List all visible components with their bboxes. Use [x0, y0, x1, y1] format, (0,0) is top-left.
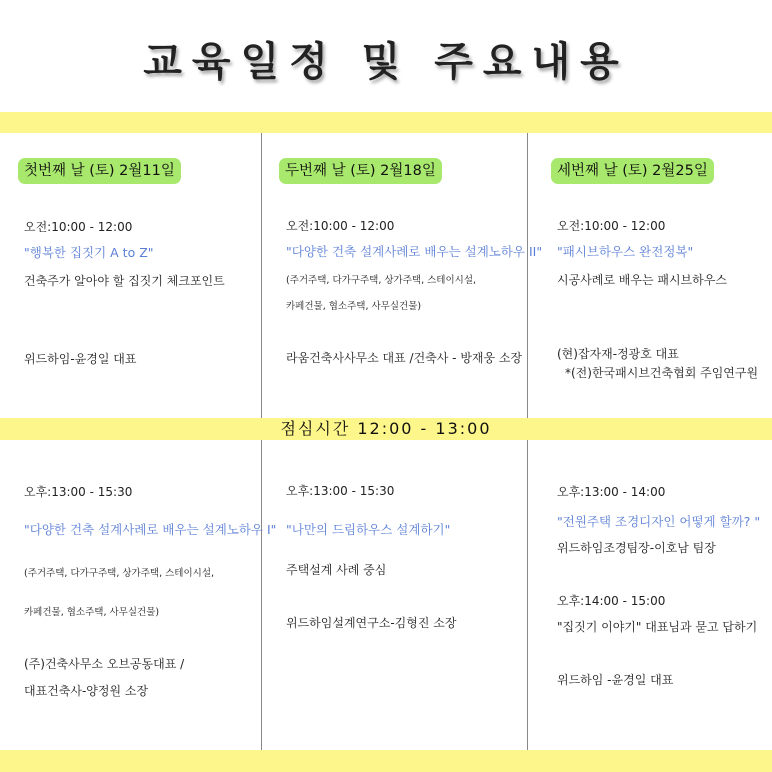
bottom-band: [0, 750, 772, 772]
lunch-time: 점심시간 12:00 - 13:00: [280, 419, 492, 438]
day1-am-desc: 건축주가 알아야 할 집짓기 체크포인트: [24, 274, 225, 288]
day3-am-desc: 시공사례로 배우는 패시브하우스: [557, 273, 727, 287]
day1-pm-desc-2: 카페건물, 협소주택, 사무실건물): [24, 607, 160, 618]
page-title: 교육일정 및 주요내용: [143, 39, 629, 85]
day1-pm-desc-1: (주거주택, 다가구주택, 상가주택, 스테이시설,: [24, 568, 215, 579]
day3-am-speaker-1: (현)잡자재-정광호 대표: [557, 347, 679, 361]
day2-pm-speaker: 위드하임설계연구소-김형진 소장: [286, 616, 457, 630]
day1-pm-speaker-1: (주)건축사무소 오브공동대표 /: [24, 657, 185, 671]
day2-am-title: "다양한 건축 설계사례로 배우는 설계노하우 II": [286, 244, 543, 259]
day2-am-speaker: 라움건축사사무소 대표 /건축사 - 방재웅 소장: [286, 351, 523, 365]
day1-am-speaker: 위드하임-윤경일 대표: [24, 352, 137, 366]
day3-pm1-speaker: 위드하임조경팀장-이호남 팀장: [557, 541, 716, 555]
day1-pm-speaker-2: 대표건축사-양정원 소장: [24, 684, 149, 698]
column-divider: [527, 440, 528, 750]
day2-pm-desc: 주택설계 사례 중심: [286, 563, 387, 577]
day3-pm2-title: "집짓기 이야기" 대표님과 묻고 답하기: [557, 620, 758, 634]
day1-pm-time: 오후:13:00 - 15:30: [24, 485, 133, 499]
day1-pm-title: "다양한 건축 설계사례로 배우는 설계노하우 I": [24, 522, 277, 537]
day2-am-desc-2: 카페건물, 협소주택, 사무실건물): [286, 301, 422, 312]
day3-am-title: "패시브하우스 완전정복": [557, 244, 694, 259]
column-divider: [527, 133, 528, 418]
day2-pm-time: 오후:13:00 - 15:30: [286, 484, 395, 498]
day3-label: 세번째 날 (토) 2월25일: [551, 158, 714, 184]
day2-label: 두번째 날 (토) 2월18일: [279, 158, 442, 184]
day3-pm2-speaker: 위드하임 -윤경일 대표: [557, 673, 674, 687]
top-band: [0, 112, 772, 133]
day3-pm1-time: 오후:13:00 - 14:00: [557, 485, 666, 499]
day3-am-time: 오전:10:00 - 12:00: [557, 219, 666, 233]
day1-am-title: "행복한 집짓기 A to Z": [24, 245, 154, 260]
day3-pm2-time: 오후:14:00 - 15:00: [557, 594, 666, 608]
day1-am-time: 오전:10:00 - 12:00: [24, 220, 133, 234]
day3-pm1-title: "전원주택 조경디자인 어떻게 할까? ": [557, 514, 761, 529]
column-divider: [261, 133, 262, 418]
column-divider: [261, 440, 262, 750]
day1-label: 첫번째 날 (토) 2월11일: [18, 158, 181, 184]
day2-am-time: 오전:10:00 - 12:00: [286, 219, 395, 233]
day2-pm-title: "나만의 드림하우스 설계하기": [286, 522, 451, 537]
day3-am-speaker-2: *(전)한국패시브건축협회 주임연구원: [565, 366, 759, 380]
day2-am-desc-1: (주거주택, 다가구주택, 상가주택, 스테이시설,: [286, 275, 477, 286]
